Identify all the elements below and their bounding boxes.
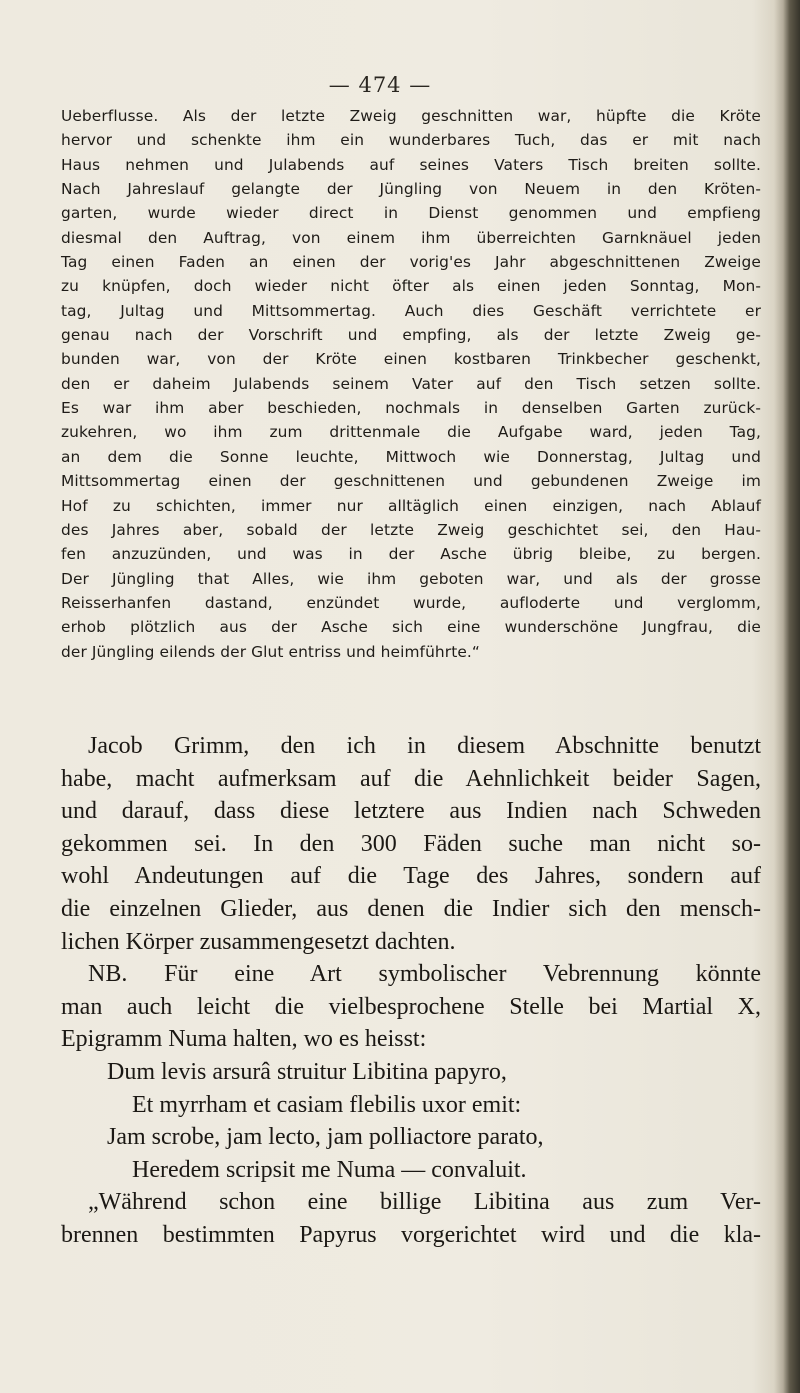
commentary-line: NB. Für eine Art symbolischer Vebrennung könnte: [88, 961, 761, 988]
text-line: hervor und schenkte ihm ein wunderbares Tuch, das er mit nach: [61, 131, 761, 150]
text-line: bunden war, von der Kröte einen kostbaren Trinkbecher geschenkt,: [61, 350, 761, 369]
commentary-line: „Während schon eine billige Libitina aus zum Ver-: [88, 1189, 761, 1216]
verse-line: Dum levis arsurâ struitur Libitina papyro,: [107, 1058, 507, 1085]
commentary-line: die einzelnen Glieder, aus denen die Indier sich den mensch-: [61, 895, 761, 922]
text-line: Haus nehmen und Julabends auf seines Vaters Tisch breiten sollte.: [61, 155, 761, 174]
text-line: Tag einen Faden an einen der vorig'es Jahr abgeschnittenen Zweige: [61, 253, 761, 272]
text-line: Es war ihm aber beschieden, nochmals in denselben Garten zurück-: [61, 399, 761, 418]
text-line: der Jüngling eilends der Glut entriss und heimführte.“: [61, 642, 480, 661]
verse-line: Heredem scripsit me Numa — convaluit.: [132, 1156, 527, 1183]
text-line: Der Jüngling that Alles, wie ihm geboten war, und als der grosse: [61, 569, 761, 588]
text-line: den er daheim Julabends seinem Vater auf den Tisch setzen sollte.: [61, 374, 761, 393]
text-line: Nach Jahreslauf gelangte der Jüngling von Neuem in den Kröten-: [61, 180, 761, 199]
text-line: an dem die Sonne leuchte, Mittwoch wie Donnerstag, Jultag und: [61, 447, 761, 466]
text-line: zu knüpfen, doch wieder nicht öfter als einen jeden Sonntag, Mon-: [61, 277, 761, 296]
text-line: zukehren, wo ihm zum drittenmale die Aufgabe ward, jeden Tag,: [61, 423, 761, 442]
commentary-line: lichen Körper zusammengesetzt dachten.: [61, 928, 456, 955]
text-line: tag, Jultag und Mittsommertag. Auch dies Geschäft verrichtete er: [61, 301, 761, 320]
text-line: garten, wurde wieder direct in Dienst genommen und empfieng: [61, 204, 761, 223]
commentary-line: brennen bestimmten Papyrus vorgerichtet wird und die kla-: [61, 1221, 761, 1248]
text-line: Ueberflusse. Als der letzte Zweig geschnitten war, hüpfte die Kröte: [61, 107, 761, 125]
text-line: diesmal den Auftrag, von einem ihm überreichten Garnknäuel jeden: [61, 228, 761, 247]
text-line: Reisserhanfen dastand, enzündet wurde, aufloderte und verglomm,: [61, 593, 761, 612]
commentary-line: habe, macht aufmerksam auf die Aehnlichkeit beider Sagen,: [61, 765, 761, 792]
text-line: Hof zu schichten, immer nur alltäglich einen einzigen, nach Ablauf: [61, 496, 761, 515]
commentary-line: und darauf, dass diese letztere aus Indien nach Schweden: [61, 798, 761, 825]
page-edge-shadow: [774, 0, 800, 1393]
commentary-block: [61, 730, 761, 1252]
text-line: fen anzuzünden, und was in der Asche übrig bleibe, zu bergen.: [61, 545, 761, 564]
commentary-line: Jacob Grimm, den ich in diesem Abschnitte benutzt: [88, 733, 761, 759]
page-number: — 474 —: [328, 73, 432, 97]
verse-line: Et myrrham et casiam flebilis uxor emit:: [132, 1091, 522, 1118]
commentary-line: Epigramm Numa halten, wo es heisst:: [61, 1026, 427, 1053]
commentary-line: gekommen sei. In den 300 Fäden suche man nicht so-: [61, 830, 761, 857]
text-line: genau nach der Vorschrift und empfing, als der letzte Zweig ge-: [61, 326, 761, 345]
narrative-block: [61, 104, 761, 664]
text-line: des Jahres aber, sobald der letzte Zweig geschichtet sei, den Hau-: [61, 520, 761, 539]
verse-line: Jam scrobe, jam lecto, jam polliactore parato,: [107, 1124, 544, 1151]
text-line: erhob plötzlich aus der Asche sich eine wunderschöne Jungfrau, die: [61, 618, 761, 637]
commentary-line: wohl Andeutungen auf die Tage des Jahres, sondern auf: [61, 863, 761, 890]
text-line: Mittsommertag einen der geschnittenen und gebundenen Zweige im: [61, 472, 761, 491]
commentary-line: man auch leicht die vielbesprochene Stelle bei Martial X,: [61, 993, 761, 1020]
